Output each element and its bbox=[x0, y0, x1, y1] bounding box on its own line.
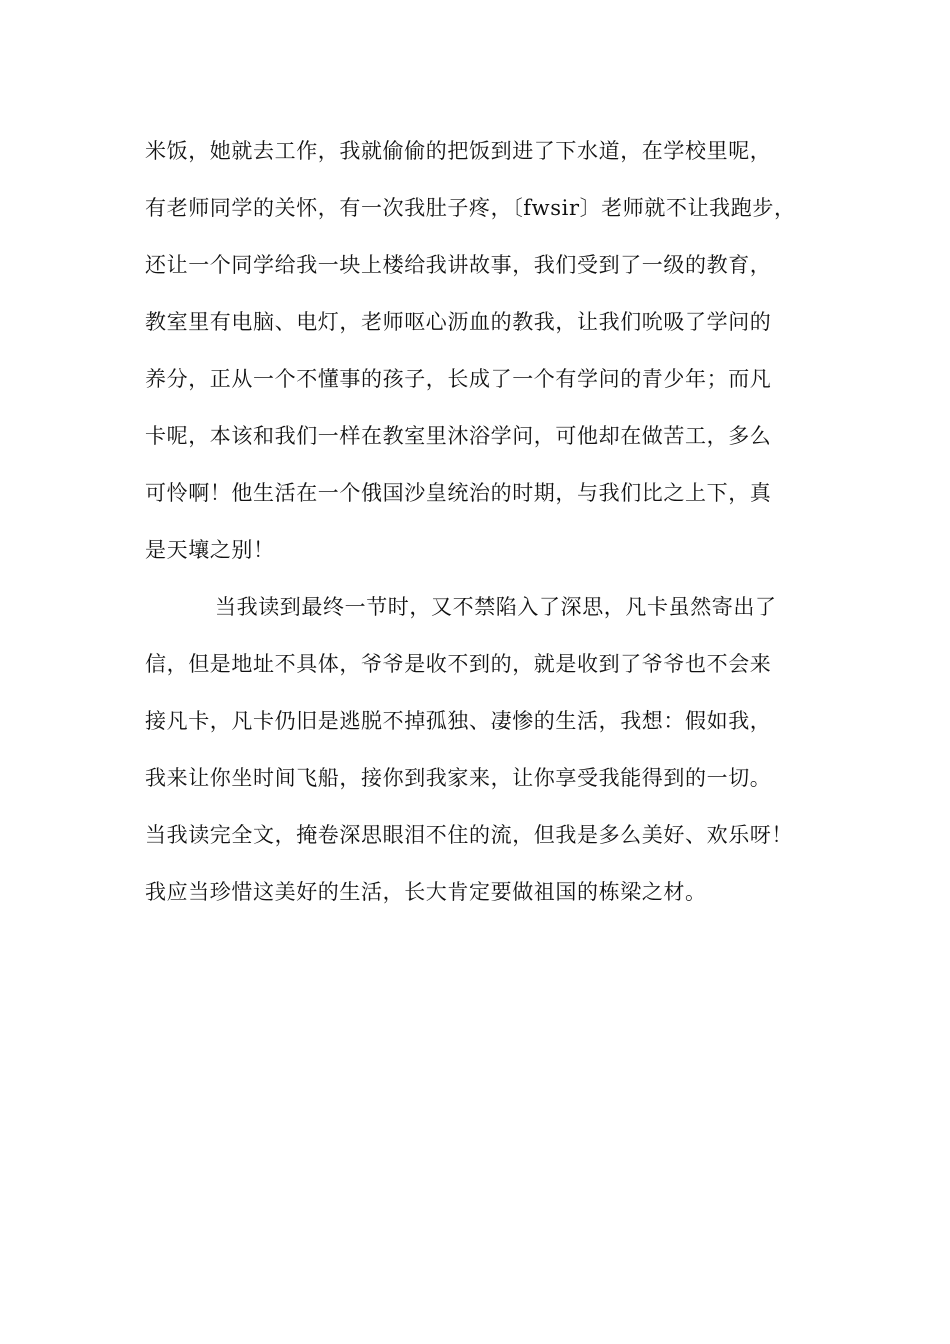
text-line: 有老师同学的关怀，有一次我肚子疼，〔fwsir〕老师就不让我跑步， bbox=[145, 196, 796, 220]
paragraph-first-line: 当我读到最终一节时，又不禁陷入了深思，凡卡虽然寄出了 bbox=[215, 595, 777, 619]
text-line: 我应当珍惜这美好的生活，长大肯定要做祖国的栋梁之材。 bbox=[145, 880, 707, 904]
text-line: 可怜啊！他生活在一个俄国沙皇统治的时期，与我们比之上下，真 bbox=[145, 481, 772, 505]
text-line: 卡呢，本该和我们一样在教室里沐浴学问，可他却在做苦工，多么 bbox=[145, 424, 772, 448]
text-line: 是天壤之别！ bbox=[145, 538, 275, 562]
text-line: 养分，正从一个不懂事的孩子，长成了一个有学问的青少年；而凡 bbox=[145, 367, 772, 391]
text-line: 还让一个同学给我一块上楼给我讲故事，我们受到了一级的教育， bbox=[145, 253, 772, 277]
text-line: 教室里有电脑、电灯，老师呕心沥血的教我，让我们吮吸了学问的 bbox=[145, 310, 772, 334]
text-line: 接凡卡，凡卡仍旧是逃脱不掉孤独、凄惨的生活，我想：假如我， bbox=[145, 709, 772, 733]
text-line: 我来让你坐时间飞船，接你到我家来，让你享受我能得到的一切。 bbox=[145, 766, 772, 790]
text-line: 米饭，她就去工作，我就偷偷的把饭到进了下水道，在学校里呢， bbox=[145, 139, 772, 163]
text-line: 信，但是地址不具体，爷爷是收不到的，就是收到了爷爷也不会来 bbox=[145, 652, 772, 676]
text-line: 当我读完全文，掩卷深思眼泪不住的流，但我是多么美好、欢乐呀！ bbox=[145, 823, 793, 847]
